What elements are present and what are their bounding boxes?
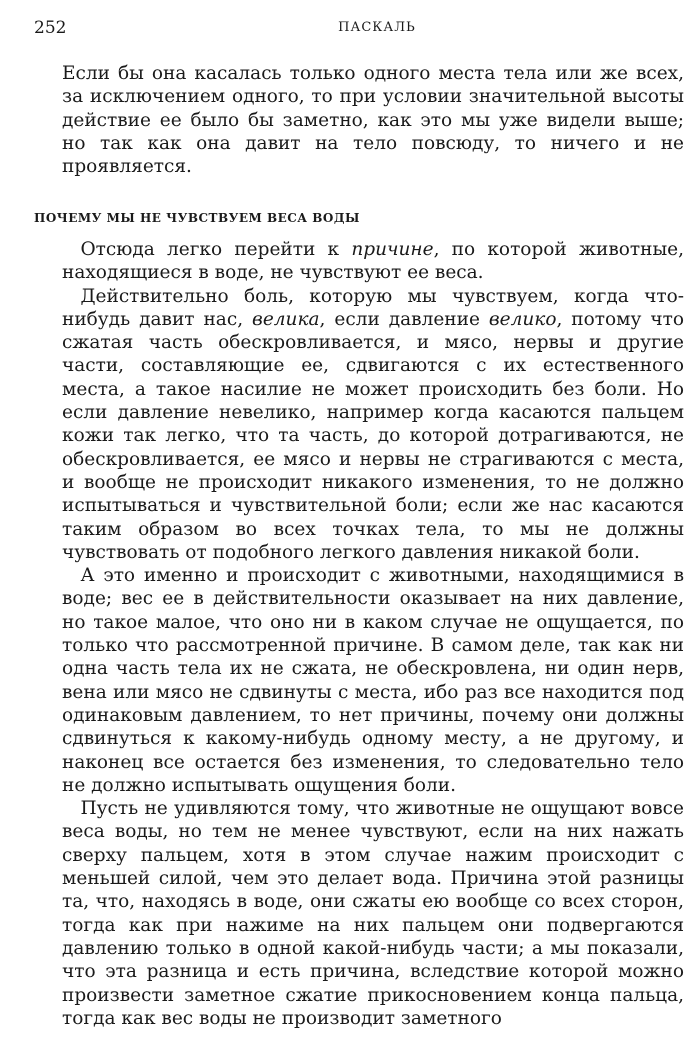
paragraph — [62, 797, 684, 1030]
paragraph-text: Пусть не удивляются тому, что животные не ощущают вовсе веса воды, но тем не менее чувствуют, если на них нажать сверху пальцем, хотя в этом случае нажим происходит с меньшей силой, чем это делает вода. Причина этой разницы та, что, находясь в воде, они сжаты ею вообще со всех сторон, тогда как при нажиме на них пальцем они подвергаются давлению только в одной какой-нибудь части; а мы показали, что эта разница и есть причина, вследствие которой можно произвести заметное сжатие прикосновением конца пальца, тогда как вес воды не производит заметного — [62, 798, 684, 1029]
page-header — [34, 18, 680, 42]
paragraph-text: Отсюда легко перейти к — [80, 239, 352, 260]
paragraph — [62, 564, 684, 797]
paragraph-text: А это именно и происходит с животными, находящимися в воде; вес ее в действительности оказывает на них давление, но такое малое, что оно ни в каком случае не ощущается, по только что рассмотренной причине. В самом деле, так как ни одна часть тела их не сжата, не обескровлена, ни один нерв, вена или мясо не сдвинуты с места, ибо раз все находится под одинаковым давлением, то нет причины, почему они должны сдвинуться к какому-нибудь одному месту, а не другому, и наконец все остается без изменения, то следовательно тело не должно испытывать ощущения боли. — [62, 565, 684, 796]
emphasis-text: велико — [488, 308, 557, 330]
emphasis-text: велика — [252, 308, 320, 330]
text-block-body — [62, 238, 684, 1030]
paragraph-text: Действительно боль, которую мы чувствуем, когда что-нибудь давит нас, — [62, 285, 684, 330]
paragraph-top: Если бы она касалась только одного места тела или же всех, за исключением одного, то при условии значительной высоты действие ее было бы заметно, как это мы уже видели выше; но так как она давит на тело повсюду, то ничего и не проявляется. — [62, 63, 684, 178]
page-number: 252 — [34, 18, 67, 38]
paragraph-text: , по которой животные, находящиеся в воде, не чувствуют ее веса. — [62, 239, 684, 284]
section-heading: ПОЧЕМУ МЫ НЕ ЧУВСТВУЕМ ВЕСА ВОДЫ — [34, 211, 360, 225]
emphasis-text: причине — [351, 239, 434, 260]
paragraph — [62, 238, 684, 285]
text-block-top — [62, 62, 684, 178]
running-head: ПАСКАЛЬ — [338, 20, 416, 35]
paragraph — [62, 285, 684, 565]
paragraph-text: , если давление — [319, 308, 489, 330]
paragraph-text: , потому что сжатая часть обескровливается, и мясо, нервы и другие части, составляющие ее, сдвигаются с их естественного места, а такое насилие не может происходить без боли. Но если давление невелико, например когда касаются пальцем кожи так легко, что та часть, до которой дотрагиваются, не обескровливается, ее мясо и нервы не страгиваются с места, и вообще не происходит никакого изменения, то не должно испытываться и чувствительной боли; если же нас касаются таким образом во всех точках тела, то мы не должны чувствовать от подобного легкого давления никакой боли. — [62, 308, 684, 563]
